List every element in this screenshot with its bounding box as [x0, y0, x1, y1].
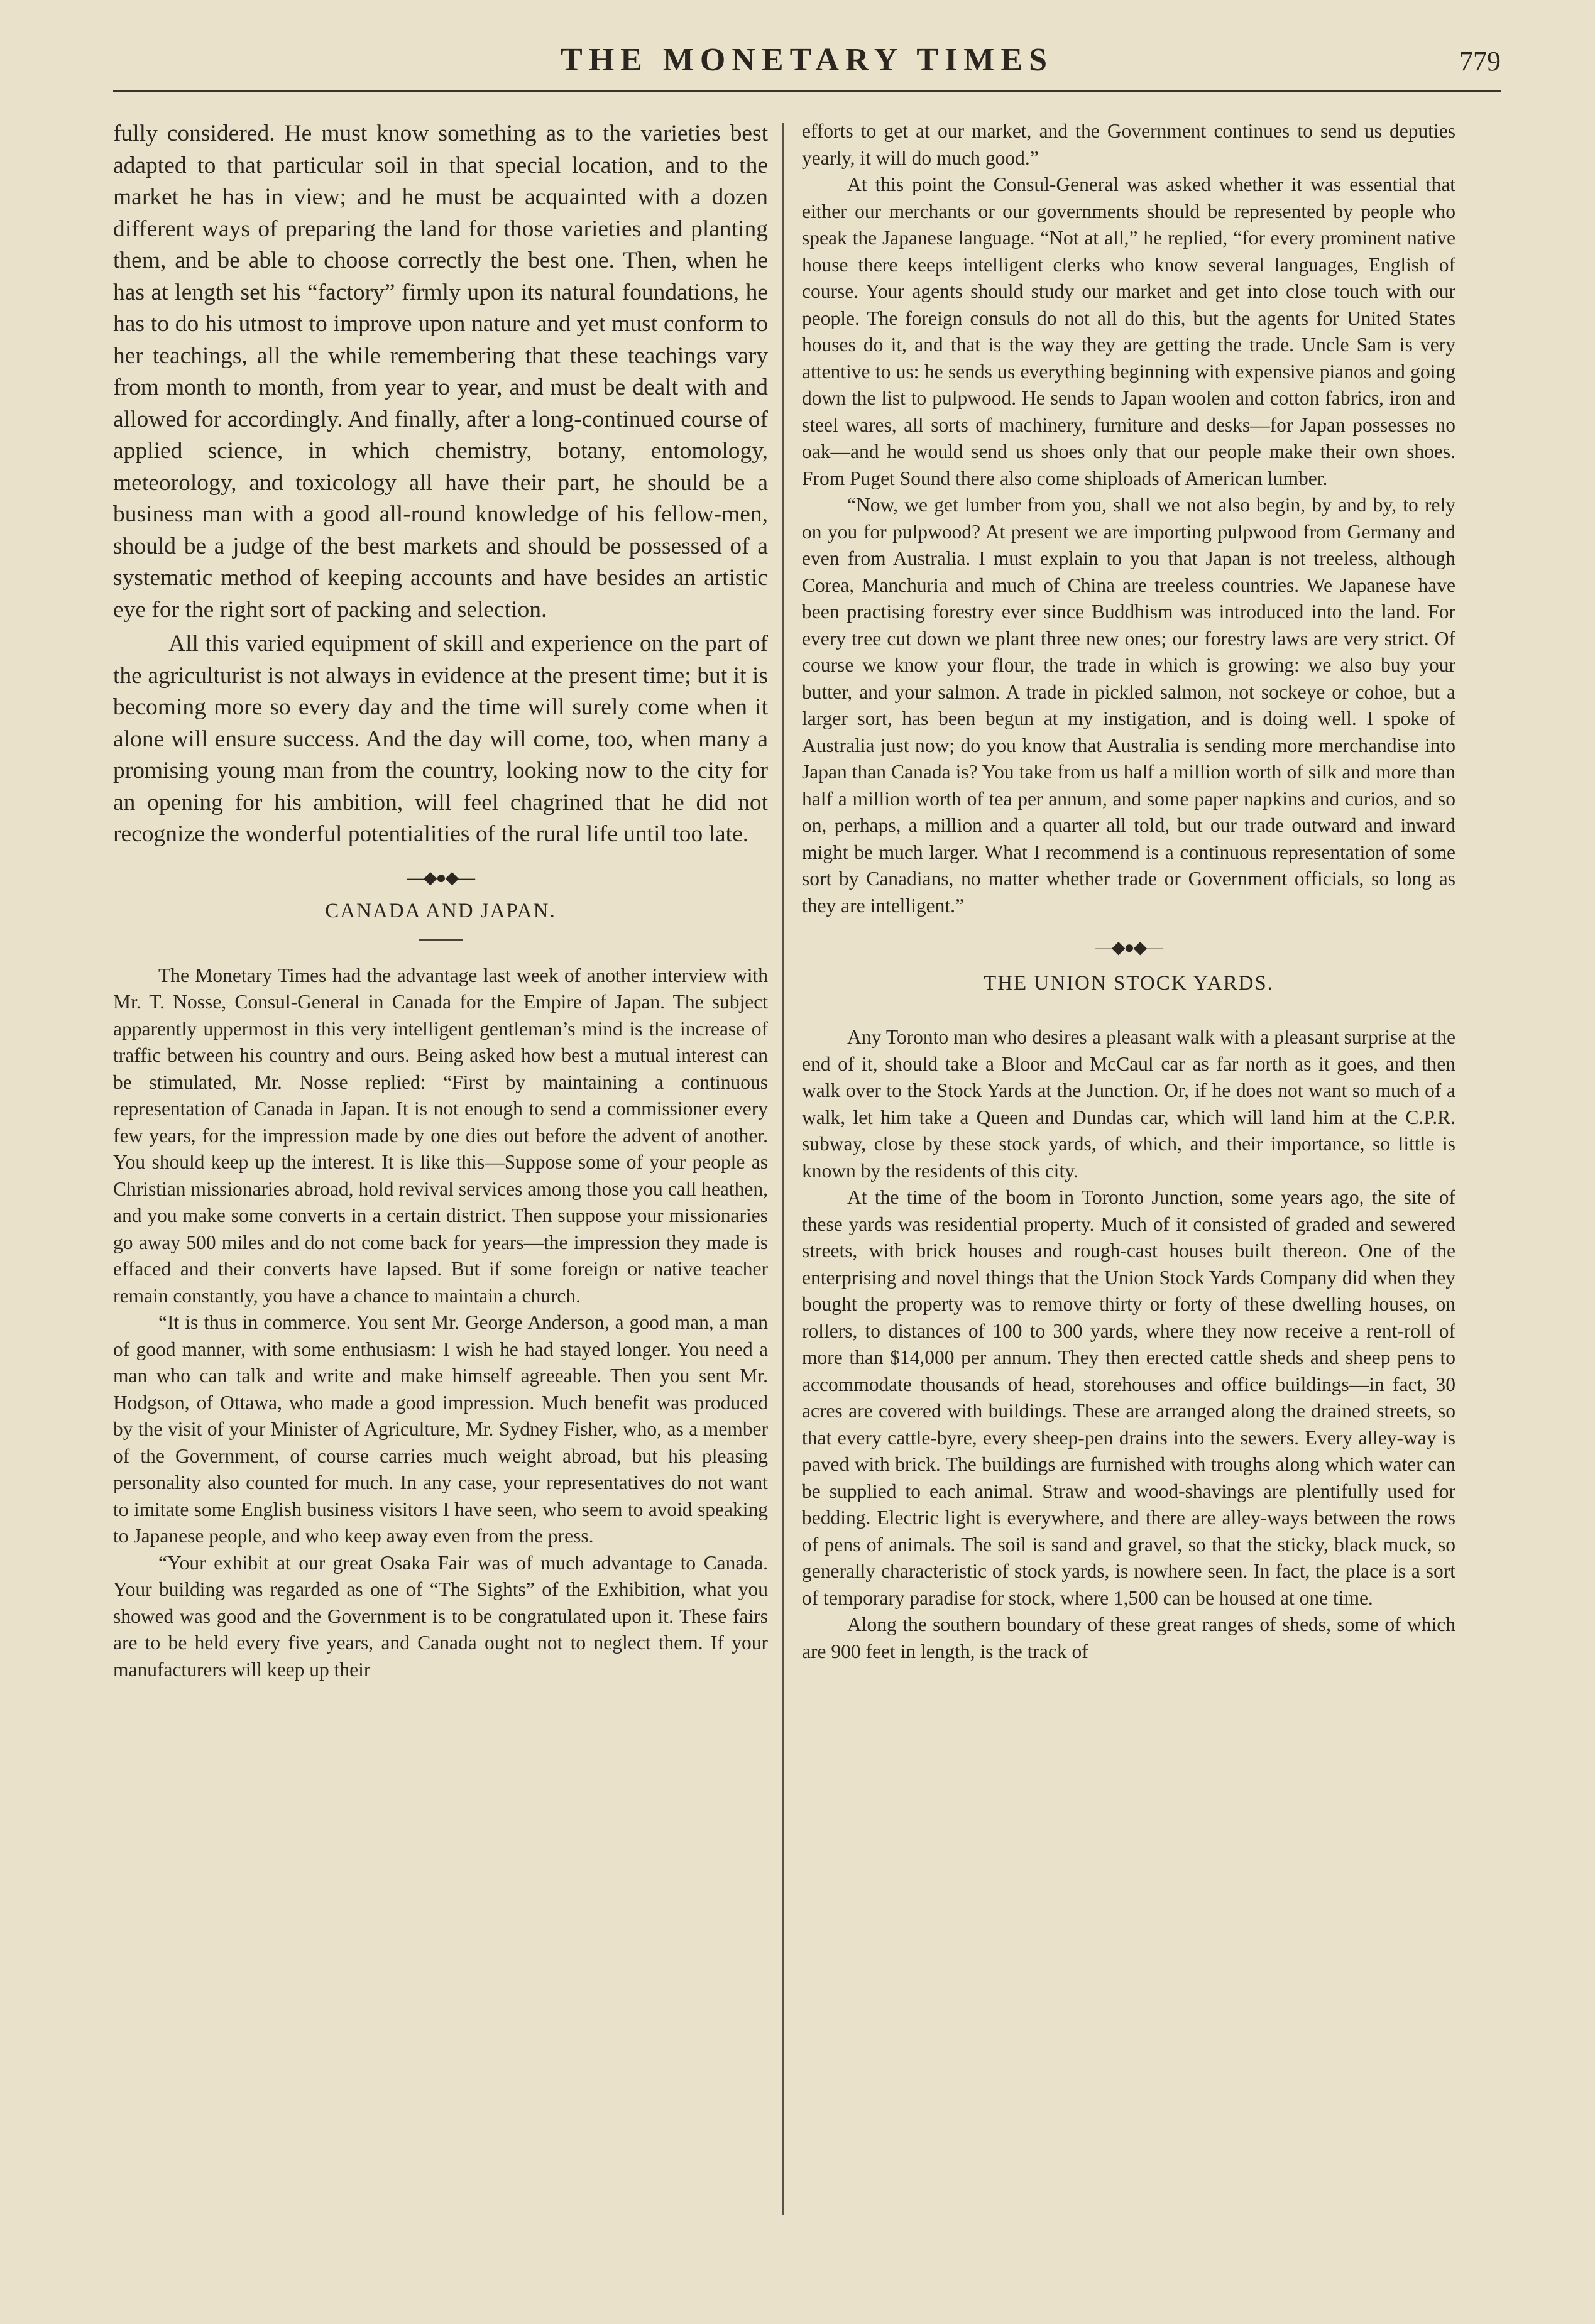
paragraph: “Now, we get lumber from you, shall we not also begin, by and by, to rely on you for pulpwood? At present we are importing pulpwood from Germany and even from Australia. I must explain to you that Japan is not treeless, although Corea, Manchuria and much of China are treeless countries. We Japanese have been practising forestry ever since Buddhism was introduced into the land. For every tree cut down we plant three new ones; our forestry laws are very strict. Of course we know your flour, the trade in which is growing: we also buy your butter, and your salmon. A trade in pickled salmon, not sockeye or cohoe, but a larger sort, has been begun at my instigation, and is doing well. I spoke of Australia just now; do you know that Australia is sending more merchandise into Japan than Canada is? You take from us half a million worth of silk and more than half a million worth of tea per annum, and some paper napkins and curios, and so on, perhaps, a million and a quarter all told, but our trade outward and inward might be much larger. What I recommend is a continuous representation of some sort by Canadians, no matter whether trade or Government officials, so long as they are intelligent.” [802, 494, 1455, 917]
article-title: CANADA AND JAPAN. [325, 899, 556, 922]
paragraph: “It is thus in commerce. You sent Mr. George Anderson, a good man, a man of good manner, with some enthusiasm: I wish he had stayed longer. You need a man who can talk and write and make himself agreeable. Then you sent Mr. Hodgson, of Ottawa, who made a good impression. Much benefit was produced by the visit of your Minister of Agriculture, Mr. Sydney Fisher, who, as a member of the Government, of course carries much weight abroad, but his pleasing personality also counted for much. In any case, your representatives do not want to imitate some English business visitors I have seen, who seem to avoid speaking to Japanese people, and who keep away even from the press. [113, 1311, 768, 1547]
article-text [802, 1024, 1455, 1665]
section-ornament: —◆●◆— [407, 868, 474, 888]
continued-article-text [113, 118, 768, 851]
article-title: THE UNION STOCK YARDS. [983, 972, 1274, 995]
paragraph: efforts to get at our market, and the Government continues to send us deputies yearly, it will do much good.” [802, 120, 1455, 169]
paragraph: At this point the Consul-General was asked whether it was essential that either our merchants or our governments should be represented by people who speak the Japanese language. “Not at all,” he replied, “for every prominent native house there keeps intelligent clerks who know several languages, English of course. Your agents should study our market and get into close touch with our people. The foreign consuls do not all do this, but the agents for United States houses do it, and that is the way they are getting the trade. Uncle Sam is very attentive to us: he sends us everything beginning with expensive pianos and going down the list to pulpwood. He sends to Japan woolen and cotton fabrics, iron and steel wares, all sorts of machinery, furniture and desks—for Japan possesses no oak—and he would send us shoes only that our people make their own shoes. From Puget Sound there also come shiploads of American lumber. [802, 173, 1455, 489]
publication-title: THE MONETARY TIMES [561, 42, 1053, 78]
paragraph: The Monetary Times had the advantage last week of another interview with Mr. T. Nosse, Consul-General in Canada for the Empire of Japan. The subject apparently uppermost in this very intelligent gentleman’s mind is the increase of traffic between his country and ours. Being asked how best a mutual interest can be stimulated, Mr. Nosse replied: “First by maintaining a continuous representation of Canada in Japan. It is not enough to send a commissioner every few years, for the impression made by one dies out before the advent of another. You should keep up the interest. It is like this—Suppose some of your people as Christian missionaries abroad, hold revival services among those you call heathen, and you make some converts in a certain district. Then suppose your missionaries go away 500 miles and do not come back for years—the impression they made is effaced and their converts have lapsed. But if some foreign or native teacher remain constantly, you have a chance to maintain a church. [113, 964, 768, 1307]
page-number: 779 [1459, 46, 1501, 77]
paragraph: Any Toronto man who desires a pleasant walk with a pleasant surprise at the end of it, should take a Bloor and McCaul car as far north as it goes, and then walk over to the Stock Yards at the Junction. Or, if he does not want so much of a walk, let him take a Queen and Dundas car, which will land him at the C.P.R. subway, close by these stock yards, of which, and their importance, so little is known by the residents of this city. [802, 1026, 1455, 1182]
section-ornament: —◆●◆— [1095, 938, 1162, 957]
masthead [113, 36, 1501, 92]
continued-interview-text [802, 118, 1455, 919]
paragraph: At the time of the boom in Toronto Junction, some years ago, the site of these yards was residential property. Much of it consisted of graded and sewered streets, with brick houses and rough-cast houses built thereon. One of the enterprising and novel things that the Union Stock Yards Company did when they bought the property was to remove thirty or forty of these dwelling houses, on rollers, to distances of 100 to 300 yards, where they now receive a rent-roll of more than $14,000 per annum. They then erected cattle sheds and sheep pens to accommodate thousands of head, storehouses and office buildings—in fact, 30 acres are covered with buildings. These are arranged along the drained streets, so that every cattle-byre, every sheep-pen drains into the sewers. Every alley-way is paved with brick. The buildings are furnished with troughs along which water can be supplied to each animal. Straw and wood-shavings are plentifully used for bedding. Electric light is everywhere, and there are alley-ways between the rows of pens of animals. The soil is sand and gravel, so that the sticky, black muck, so generally characteristic of stock yards, is nowhere seen. In fact, the place is a sort of temporary paradise for stock, where 1,500 can be housed at one time. [802, 1186, 1455, 1609]
column-divider [782, 123, 784, 2215]
paragraph: “Your exhibit at our great Osaka Fair was of much advantage to Canada. Your building was regarded as one of “The Sights” of the Exhibition, what you showed was good and the Government is to be congratulated upon it. These fairs are to be held every five years, and Canada ought not to neglect them. If your manufacturers will keep up their [113, 1551, 768, 1681]
title-rule [419, 939, 463, 941]
paragraph: All this varied equipment of skill and experience on the part of the agriculturist is not always in evidence at the present time; but it is becoming more so every day and the time will surely come when it alone will ensure success. And the day will come, too, when many a promising young man from the country, looking now to the city for an opening for his ambition, will feel chagrined that he did not recognize the wonderful potentialities of the rural life until too late. [113, 631, 768, 847]
article-text [113, 963, 768, 1684]
right-column [802, 118, 1455, 2298]
paragraph: fully considered. He must know something as to the varieties best adapted to that particular soil in that special location, and to the market he has in view; and he must be acquainted with a dozen different ways of preparing the land for those varieties and planting them, and be able to choose correctly the best one. Then, when he has at length set his “factory” firmly upon its natural foundations, he has to do his utmost to improve upon nature and yet must conform to her teachings, all the while remembering that these teachings vary from month to month, from year to year, and must be dealt with and allowed for accordingly. And finally, after a long-continued course of applied science, in which chemistry, botany, entomology, meteorology, and toxicology all have their part, he should be a business man with a good all-round knowledge of his fellow-men, should be a judge of the best markets and should be possessed of a systematic method of keeping accounts and have besides an artistic eye for the right sort of packing and selection. [113, 121, 768, 623]
paragraph: Along the southern boundary of these great ranges of sheds, some of which are 900 feet in length, is the track of [802, 1613, 1455, 1662]
left-column [113, 118, 768, 2298]
